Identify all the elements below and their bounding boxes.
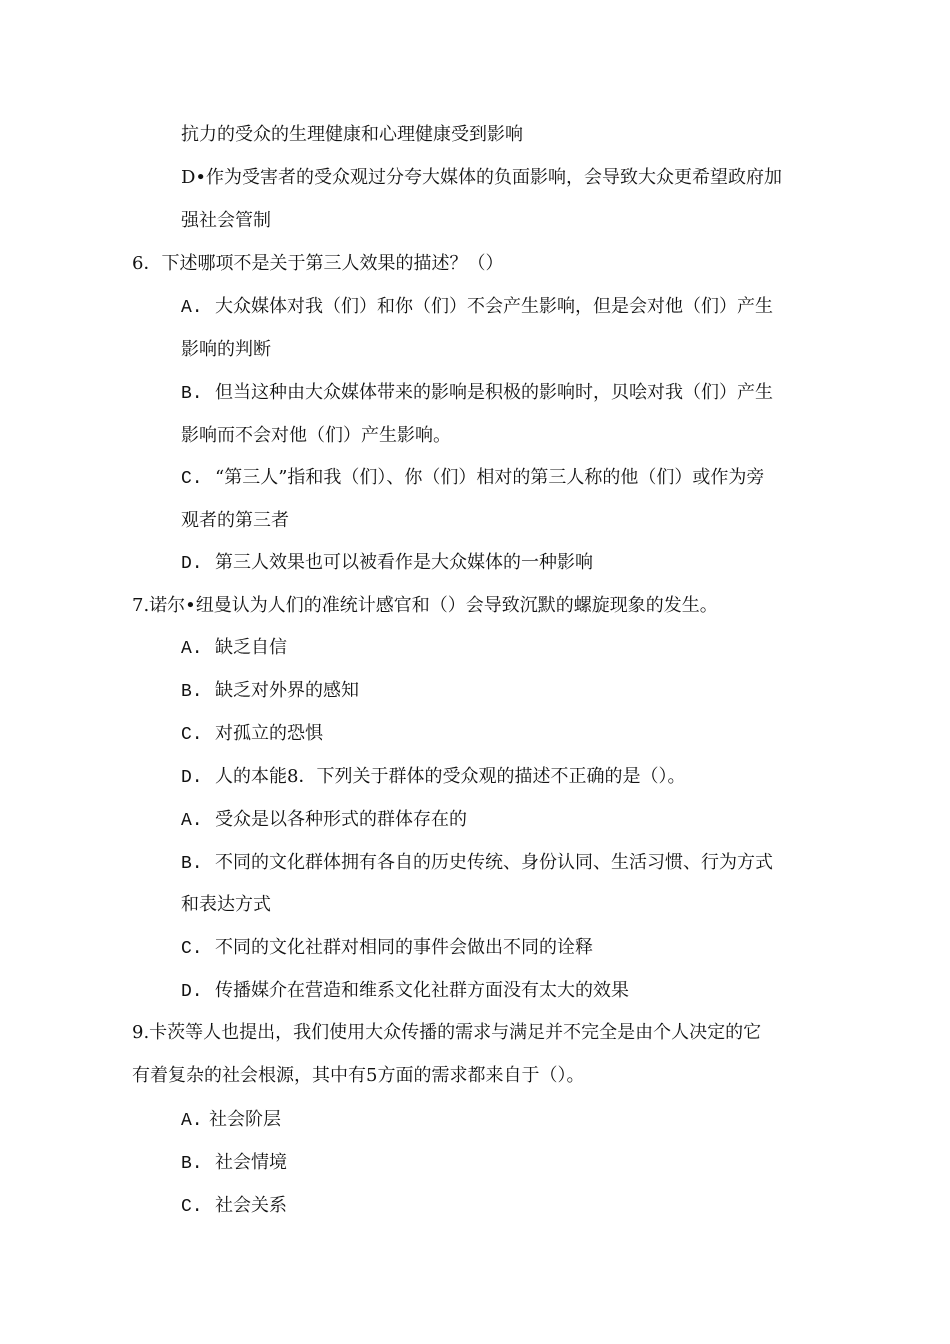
question-6: 6．下述哪项不是关于第三人效果的描述？（）	[132, 253, 504, 274]
option-label: B.	[181, 1154, 203, 1174]
option-label: C.	[181, 939, 203, 959]
text-line: 观者的第三者	[181, 510, 289, 531]
option-line: B. 缺乏对外界的感知	[181, 680, 359, 702]
option-line: B. 不同的文化群体拥有各自的历史传统、身份认同、生活习惯、行为方式	[181, 852, 773, 874]
option-label: A.	[181, 1111, 203, 1131]
text-line: 强社会管制	[181, 210, 271, 231]
option-label: A.	[181, 298, 203, 318]
text-line: 影响而不会对他（们）产生影响。	[181, 425, 451, 446]
option-line: A. 受众是以各种形式的群体存在的	[181, 809, 467, 831]
option-line: A. 社会阶层	[181, 1109, 281, 1131]
option-label: C.	[181, 1197, 203, 1217]
option-label: D.	[181, 982, 203, 1002]
option-line: D. 传播媒介在营造和维系文化社群方面没有太大的效果	[181, 980, 629, 1002]
option-line: C. 对孤立的恐惧	[181, 723, 323, 745]
option-line: A. 大众媒体对我（们）和你（们）不会产生影响，但是会对他（们）产生	[181, 296, 773, 318]
option-line: A. 缺乏自信	[181, 637, 287, 659]
option-line: C. “第三人”指和我（们）、你（们）相对的第三人称的他（们）或作为旁	[181, 467, 765, 489]
option-label: B.	[181, 854, 203, 874]
text-line: D•作为受害者的受众观过分夸大媒体的负面影响，会导致大众更希望政府加	[181, 167, 783, 188]
option-line: B. 社会情境	[181, 1152, 287, 1174]
text-line: 影响的判断	[181, 339, 271, 360]
text-line: 有着复杂的社会根源，其中有5方面的需求都来自于（）。	[132, 1065, 585, 1086]
option-line: C. 不同的文化社群对相同的事件会做出不同的诠释	[181, 937, 593, 959]
option-label: A.	[181, 811, 203, 831]
option-label: C.	[181, 725, 203, 745]
question-9: 9.卡茨等人也提出，我们使用大众传播的需求与满足并不完全是由个人决定的它	[132, 1022, 762, 1043]
option-label: B.	[181, 384, 203, 404]
option-label: D.	[181, 554, 203, 574]
option-line: D. 人的本能8．下列关于群体的受众观的描述不正确的是（）。	[181, 766, 686, 788]
option-label: D.	[181, 768, 203, 788]
question-7: 7.诺尔•纽曼认为人们的准统计感官和（）会导致沉默的螺旋现象的发生。	[132, 595, 718, 616]
text-line: 和表达方式	[181, 894, 271, 915]
text-line: 抗力的受众的生理健康和心理健康受到影响	[181, 124, 523, 145]
option-label: B.	[181, 682, 203, 702]
option-label: A.	[181, 639, 203, 659]
option-line: B. 但当这种由大众媒体带来的影响是积极的影响时，贝哙对我（们）产生	[181, 382, 773, 404]
option-line: D. 第三人效果也可以被看作是大众媒体的一种影响	[181, 552, 593, 574]
option-label: C.	[181, 469, 203, 489]
option-line: C. 社会关系	[181, 1195, 287, 1217]
